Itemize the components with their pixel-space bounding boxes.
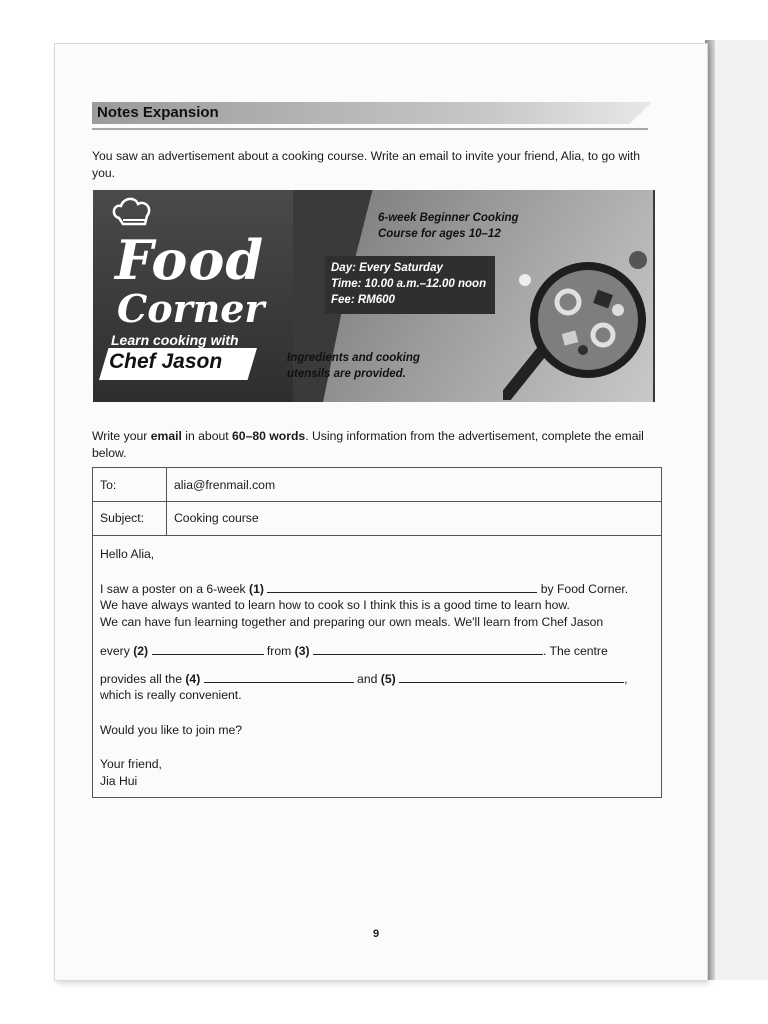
email-paragraph-line5: provides all the (4) and (5) ,	[100, 672, 628, 686]
section-title: Notes Expansion	[97, 104, 219, 121]
email-question: Would you like to join me?	[100, 723, 243, 737]
chef-hat-icon	[111, 196, 155, 230]
blank-number-1: (1)	[249, 582, 264, 596]
blank-number-4: (4)	[185, 672, 201, 686]
task-intro: You saw an advertisement about a cooking course. Write an email to invite your friend, Alia, to go with you.	[92, 149, 641, 180]
ad-tagline: Learn cooking with	[111, 332, 239, 348]
email-signature: Jia Hui	[100, 774, 138, 788]
page-number: 9	[373, 928, 380, 940]
email-subject-row	[93, 501, 661, 536]
email-paragraph-line2: We have always wanted to learn how to cook so I think this is a good time to learn how.	[100, 598, 570, 612]
ad-fee: Fee: RM600	[331, 294, 395, 306]
blank-number-2: (2)	[133, 644, 149, 658]
ad-day: Day: Every Saturday	[331, 262, 443, 274]
ad-brand-corner: Corner	[117, 286, 265, 331]
frying-pan-icon	[503, 240, 653, 400]
email-paragraph-line3: We can have fun learning together and preparing our own meals. We'll learn from Chef Jason	[100, 615, 604, 629]
section-divider	[92, 128, 648, 130]
answer-blank-3[interactable]	[313, 642, 543, 655]
to-value: alia@frenmail.com	[174, 478, 276, 492]
email-paragraph-line1: I saw a poster on a 6-week (1) by Food Corner.	[100, 582, 629, 596]
email-to-row	[93, 468, 661, 502]
ad-chef-name: Chef Jason	[109, 350, 223, 373]
subject-value: Cooking course	[174, 511, 259, 525]
ad-brand-food: Food	[115, 228, 265, 292]
email-paragraph-line6: which is really convenient.	[100, 688, 242, 702]
blank-number-5: (5)	[380, 672, 396, 686]
cooking-advertisement	[93, 190, 655, 402]
answer-blank-5[interactable]	[399, 670, 624, 683]
blank-number-3: (3)	[294, 644, 310, 658]
email-form	[92, 467, 662, 798]
email-greeting: Hello Alia,	[100, 547, 155, 561]
to-label: To:	[100, 478, 117, 492]
email-signoff: Your friend,	[100, 757, 162, 771]
answer-blank-4[interactable]	[204, 670, 354, 683]
ad-course-info: 6-week Beginner Cooking Course for ages 10–12	[378, 212, 519, 240]
subject-label: Subject:	[100, 511, 145, 525]
answer-blank-2[interactable]	[152, 642, 264, 655]
writing-instruction: Write your email in about 60–80 words. Using information from the advertisement, complete the email below.	[92, 429, 644, 460]
answer-blank-1[interactable]	[267, 580, 537, 593]
workbook-page	[55, 44, 707, 980]
ad-schedule	[331, 260, 486, 308]
email-paragraph-line4: every (2) from (3) . The centre	[100, 644, 608, 658]
ad-time: Time: 10.00 a.m.–12.00 noon	[331, 278, 487, 290]
ad-ingredients-note: Ingredients and cooking utensils are provided.	[287, 352, 420, 380]
